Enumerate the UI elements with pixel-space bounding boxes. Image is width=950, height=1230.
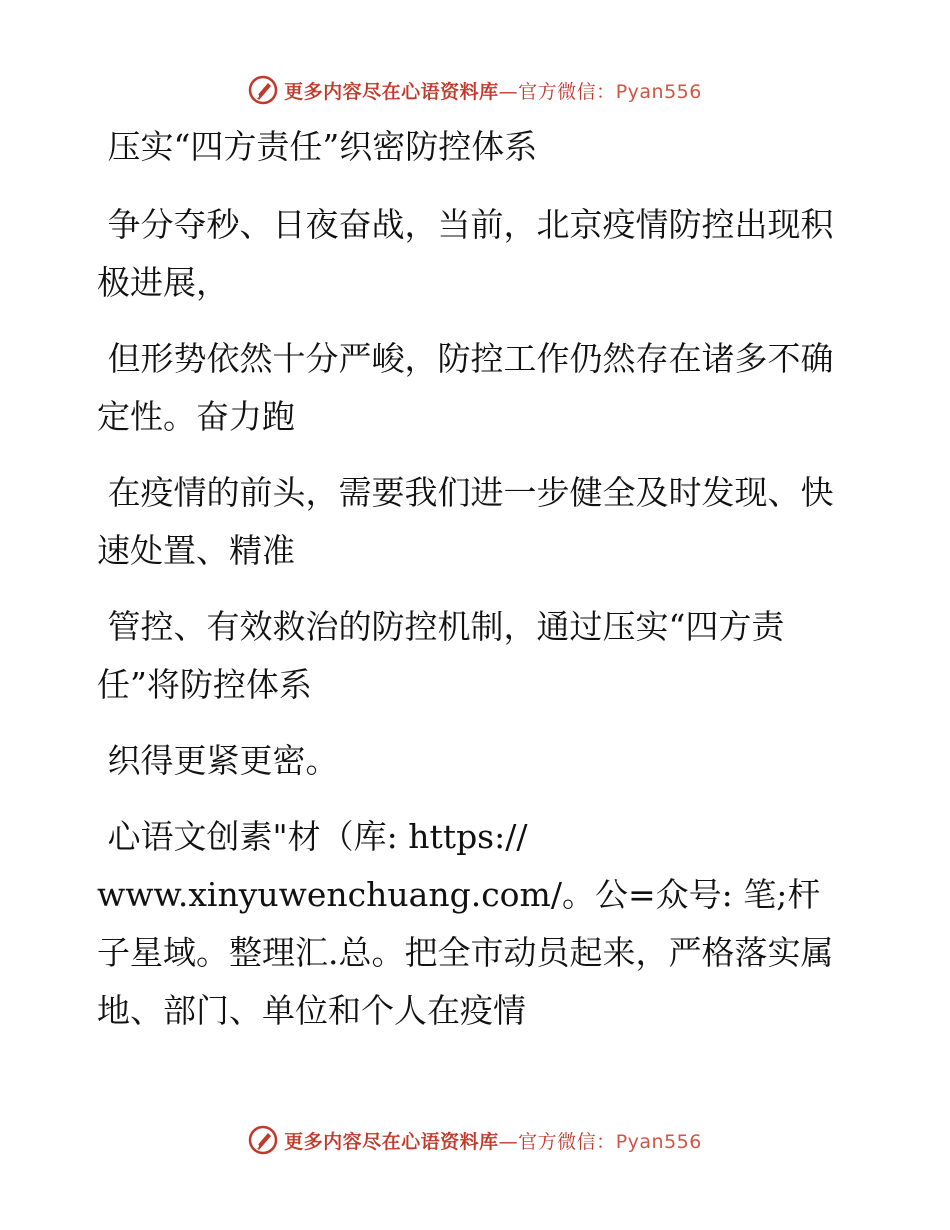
header-banner-official: 官方微信： [518,80,616,103]
paragraph: 但形势依然十分严峻，防控工作仍然存在诸多不确定性。奋力跑 [97,339,834,436]
footer-banner-main: 更多内容尽在心语资料库 [284,1130,499,1153]
footer-banner [0,1122,950,1158]
paragraph: 在疫情的前头，需要我们进一步健全及时发现、快速处置、精准 [97,473,834,570]
header-banner-text [284,77,702,104]
header-banner-wechat: Pyan556 [615,80,702,103]
footer-banner-text [284,1127,702,1154]
pen-logo-icon [248,1125,278,1155]
footer-banner-separator: — [498,1130,519,1153]
paragraph: 心语文创素"材（库: https:// www.xinyuwenchuang.com/。公=众号: 笔;杆子星域。整理汇.总。把全市动员起来，严格落实属地、部门、单位和个人在疫情 [97,817,834,1030]
header-banner-main: 更多内容尽在心语资料库 [284,80,499,103]
paragraph: 织得更紧更密。 [97,741,339,780]
footer-banner-official: 官方微信： [518,1130,616,1153]
document-title: 压实“四方责任”织密防控体系 [97,127,538,166]
document-body [97,118,842,1058]
paragraph: 争分夺秒、日夜奋战，当前，北京疫情防控出现积极进展， [97,205,834,302]
header-banner [0,72,950,108]
pen-logo-icon [248,75,278,105]
header-banner-separator: — [498,80,519,103]
footer-banner-wechat: Pyan556 [615,1130,702,1153]
paragraph: 管控、有效救治的防控机制，通过压实“四方责任”将防控体系 [97,607,785,704]
